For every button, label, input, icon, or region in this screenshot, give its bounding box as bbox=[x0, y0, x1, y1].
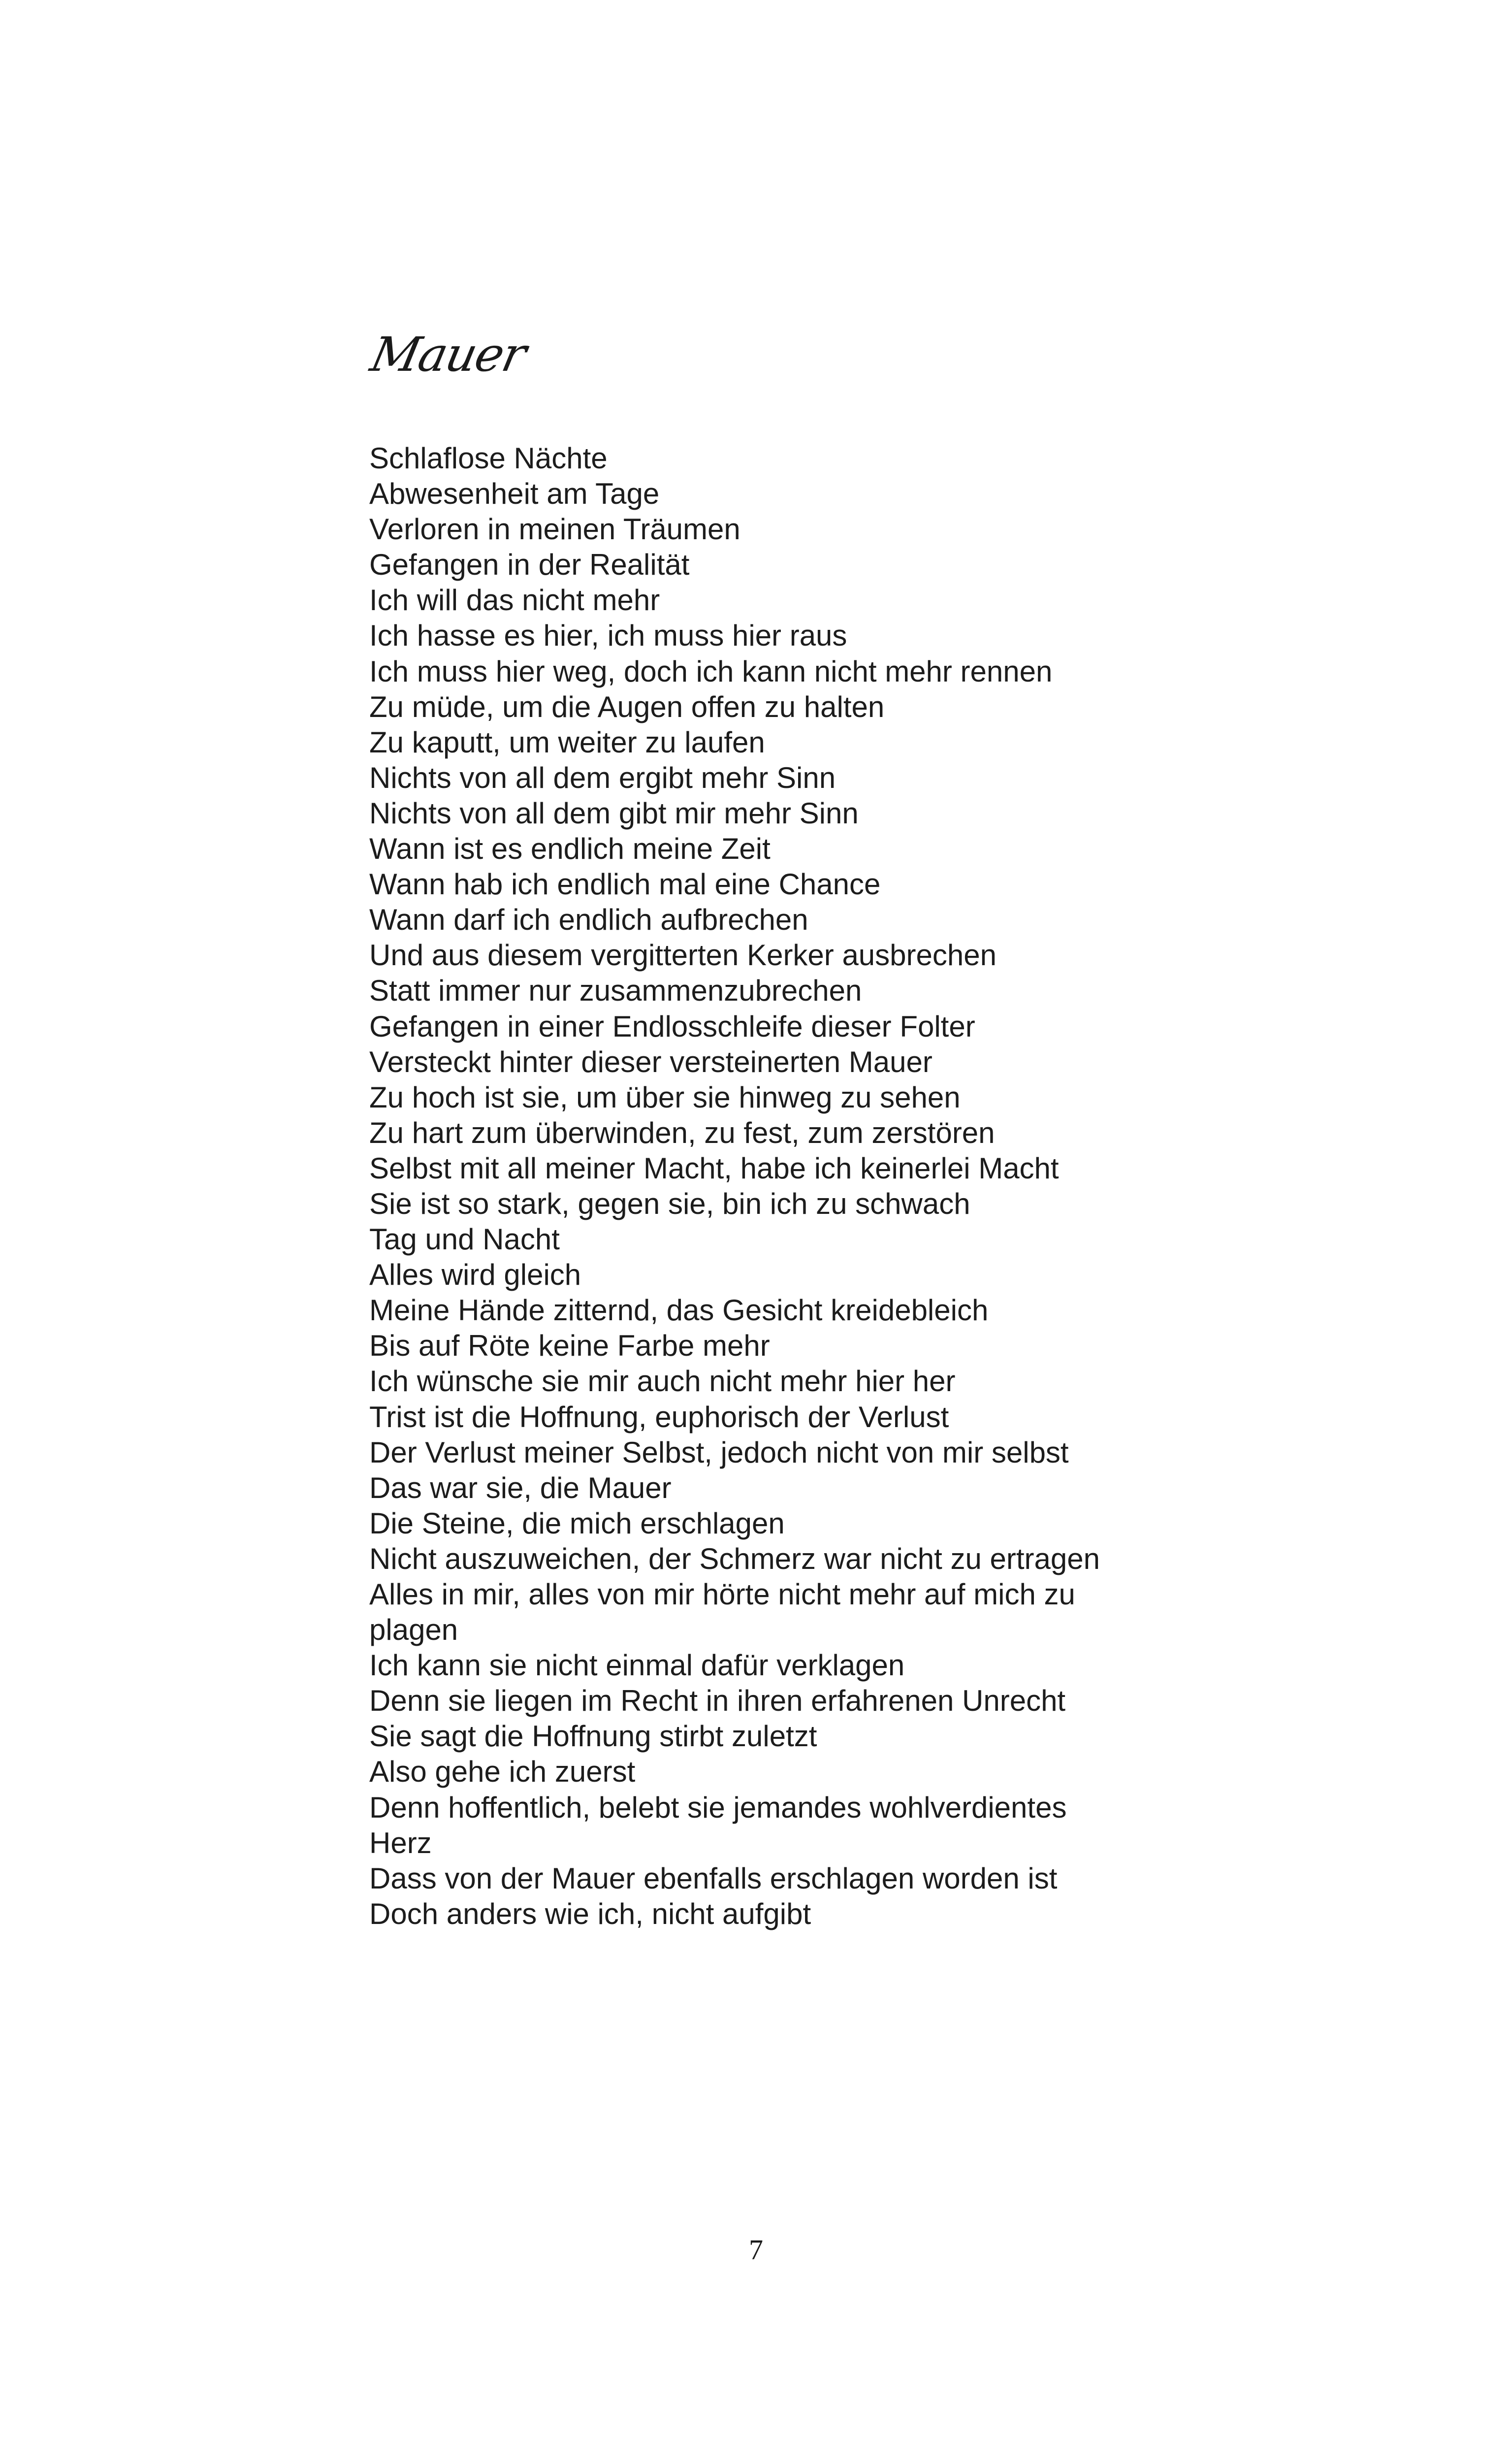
poem-line: Gefangen in der Realität bbox=[369, 548, 690, 582]
poem-line: plagen bbox=[369, 1613, 458, 1647]
poem-line: Nichts von all dem ergibt mehr Sinn bbox=[369, 761, 836, 794]
poem-line: Ich hasse es hier, ich muss hier raus bbox=[369, 619, 847, 652]
poem-line: Der Verlust meiner Selbst, jedoch nicht von mir selbst bbox=[369, 1435, 1069, 1469]
poem-line: Schlaflose Nächte bbox=[369, 442, 608, 475]
poem-line: Also gehe ich zuerst bbox=[369, 1755, 636, 1789]
poem-line: Die Steine, die mich erschlagen bbox=[369, 1506, 785, 1540]
poem-line: Trist ist die Hoffnung, euphorisch der Verlust bbox=[369, 1400, 949, 1433]
poem-line: Abwesenheit am Tage bbox=[369, 477, 660, 511]
poem-line: Statt immer nur zusammenzubrechen bbox=[369, 974, 862, 1008]
poem-line: Sie sagt die Hoffnung stirbt zuletzt bbox=[369, 1720, 817, 1753]
poem-line: Denn hoffentlich, belebt sie jemandes wohlverdientes bbox=[369, 1791, 1067, 1824]
poem-line: Doch anders wie ich, nicht aufgibt bbox=[369, 1897, 811, 1930]
poem-line: Denn sie liegen im Recht in ihren erfahrenen Unrecht bbox=[369, 1684, 1066, 1718]
poem-line: Alles wird gleich bbox=[369, 1258, 581, 1292]
poem-line: Tag und Nacht bbox=[369, 1223, 560, 1256]
poem-line: Wann ist es endlich meine Zeit bbox=[369, 832, 771, 866]
poem-line: Gefangen in einer Endlosschleife dieser Folter bbox=[369, 1010, 975, 1043]
poem-line: Selbst mit all meiner Macht, habe ich keinerlei Macht bbox=[369, 1151, 1059, 1185]
poem-line: Zu hoch ist sie, um über sie hinweg zu sehen bbox=[369, 1080, 961, 1114]
poem-line: Wann darf ich endlich aufbrechen bbox=[369, 903, 808, 937]
poem-line: Das war sie, die Mauer bbox=[369, 1471, 672, 1504]
page-number: 7 bbox=[749, 2234, 763, 2266]
poem-line: Ich muss hier weg, doch ich kann nicht mehr rennen bbox=[369, 654, 1053, 688]
poem-line: Sie ist so stark, gegen sie, bin ich zu schwach bbox=[369, 1187, 970, 1220]
poem-line: Nichts von all dem gibt mir mehr Sinn bbox=[369, 796, 859, 830]
poem-line: Herz bbox=[369, 1826, 432, 1859]
poem-line: Ich kann sie nicht einmal dafür verklagen bbox=[369, 1649, 905, 1682]
poem-title: Mauer bbox=[366, 327, 531, 382]
poem-line: Ich wünsche sie mir auch nicht mehr hier her bbox=[369, 1365, 956, 1398]
poem-line: Bis auf Röte keine Farbe mehr bbox=[369, 1329, 770, 1363]
poem-line: Versteckt hinter dieser versteinerten Mauer bbox=[369, 1045, 933, 1078]
poem-line: Wann hab ich endlich mal eine Chance bbox=[369, 868, 881, 901]
poem-body bbox=[369, 441, 1206, 1932]
poem-line: Nicht auszuweichen, der Schmerz war nicht zu ertragen bbox=[369, 1542, 1100, 1575]
poem-line: Ich will das nicht mehr bbox=[369, 584, 660, 617]
poem-line: Dass von der Mauer ebenfalls erschlagen worden ist bbox=[369, 1861, 1058, 1895]
poem-line: Alles in mir, alles von mir hörte nicht mehr auf mich zu bbox=[369, 1578, 1075, 1611]
poem-line: Meine Hände zitternd, das Gesicht kreidebleich bbox=[369, 1294, 989, 1327]
poem-line: Verloren in meinen Träumen bbox=[369, 513, 740, 546]
poem-line: Und aus diesem vergitterten Kerker ausbrechen bbox=[369, 939, 997, 972]
poem-line: Zu kaputt, um weiter zu laufen bbox=[369, 725, 765, 759]
poem-line: Zu müde, um die Augen offen zu halten bbox=[369, 690, 885, 723]
poem-line: Zu hart zum überwinden, zu fest, zum zerstören bbox=[369, 1116, 995, 1149]
